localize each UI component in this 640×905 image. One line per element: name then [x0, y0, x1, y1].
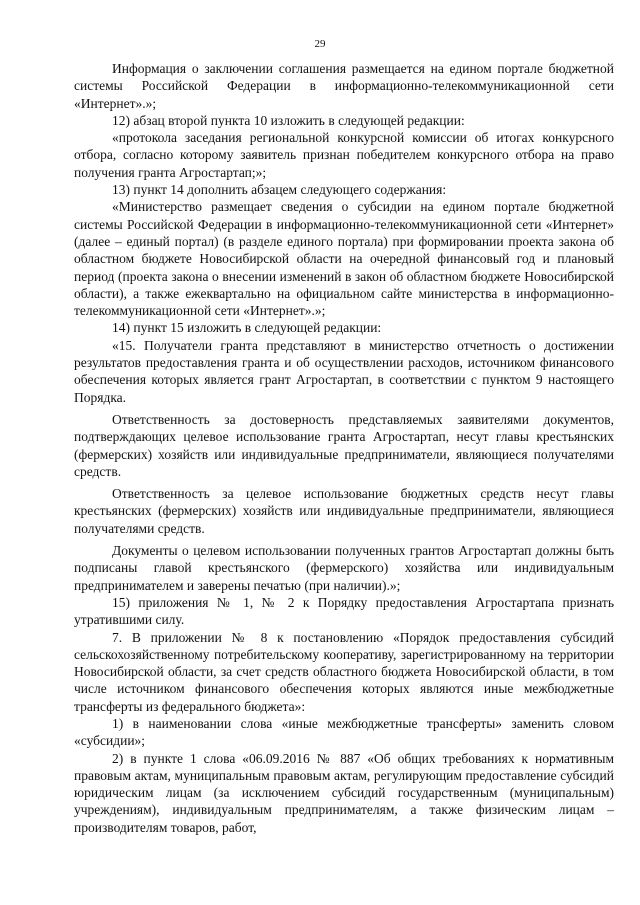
page-number: 29 — [314, 38, 326, 50]
paragraph-ministry-publishes: «Министерство размещает сведения о субсидии на едином портале бюджетной системы Российской Федерации в информационно-телекоммуникационной сети «Интернет» (далее – единый портал) (в разделе единого портала) при формировании проекта закона об областном бюджете Новосибирской области на очередной финансовый год и плановый период (проекта закона о внесении изменений в закон об областном бюджете Новосибирской области), а также ежеквартально на официальном сайте министерства в информационно-телекоммуникационной сети «Интернет».»; — [74, 199, 614, 319]
paragraph-responsibility-documents: Ответственность за достоверность представляемых заявителями документов, подтверждающих целевое использование гранта Агростартап, несут главы крестьянских (фермерских) хозяйств или индивидуальные предприниматели, являющиеся получателями средств. — [74, 411, 614, 479]
paragraph-item-14: 14) пункт 15 изложить в следующей редакции: — [112, 320, 382, 336]
paragraph-item-12: 12) абзац второй пункта 10 изложить в следующей редакции: — [112, 112, 465, 128]
paragraph-item-13: 13) пункт 14 дополнить абзацем следующего содержания: — [112, 182, 447, 198]
paragraph-documents-signed: Документы о целевом использовании полученных грантов Агростартап должны быть подписаны главой крестьянского (фермерского) хозяйства или индивидуальным предпринимателем и заверены печатью (при наличии).»; — [74, 543, 614, 593]
paragraph-item-15: 15) приложения № 1, № 2 к Порядку предоставления Агростартапа признать утратившими силу. — [74, 594, 614, 628]
paragraph-responsibility-funds: Ответственность за целевое использование бюджетных средств несут главы крестьянских (фермерских) хозяйств или индивидуальные предприниматели, являющиеся получателями средств. — [74, 486, 614, 536]
paragraph-protocol: «протокола заседания региональной конкурсной комиссии об итогах конкурсного отбора, согласно которому заявитель признан победителем конкурсного отбора на право получения гранта Агростартап;»; — [74, 130, 614, 180]
paragraph-portal-info: Информация о заключении соглашения размещается на едином портале бюджетной системы Российской Федерации в информационно-телекоммуникационной сети «Интернет».»; — [74, 61, 614, 111]
document-body — [74, 60, 614, 836]
paragraph-subitem-1: 1) в наименовании слова «иные межбюджетные трансферты» заменить словом «субсидии»; — [74, 715, 614, 749]
paragraph-point-15: «15. Получатели гранта представляют в министерство отчетность о достижении результатов предоставления гранта и об осуществлении расходов, источником финансового обеспечения которых является грант Агростартап, в соответствии с пунктом 9 настоящего Порядка. — [74, 337, 614, 405]
paragraph-subitem-2: 2) в пункте 1 слова «06.09.2016 № 887 «Об общих требованиях к нормативным правовым актам, муниципальным правовым актам, регулирующим предоставление субсидий юридическим лицам (за исключением субсидий государственным (муниципальным) учреждениям), индивидуальным предпринимателям, а также физическим лицам – производителям товаров, работ, — [74, 750, 614, 835]
paragraph-section-7: 7. В приложении № 8 к постановлению «Порядок предоставления субсидий сельскохозяйственному потребительскому кооперативу, зарегистрированному на территории Новосибирской области, за счет средств областного бюджета Новосибирской области, в том числе источником финансового обеспечения которых являются иные межбюджетные трансферты из федерального бюджета»: — [74, 629, 614, 714]
